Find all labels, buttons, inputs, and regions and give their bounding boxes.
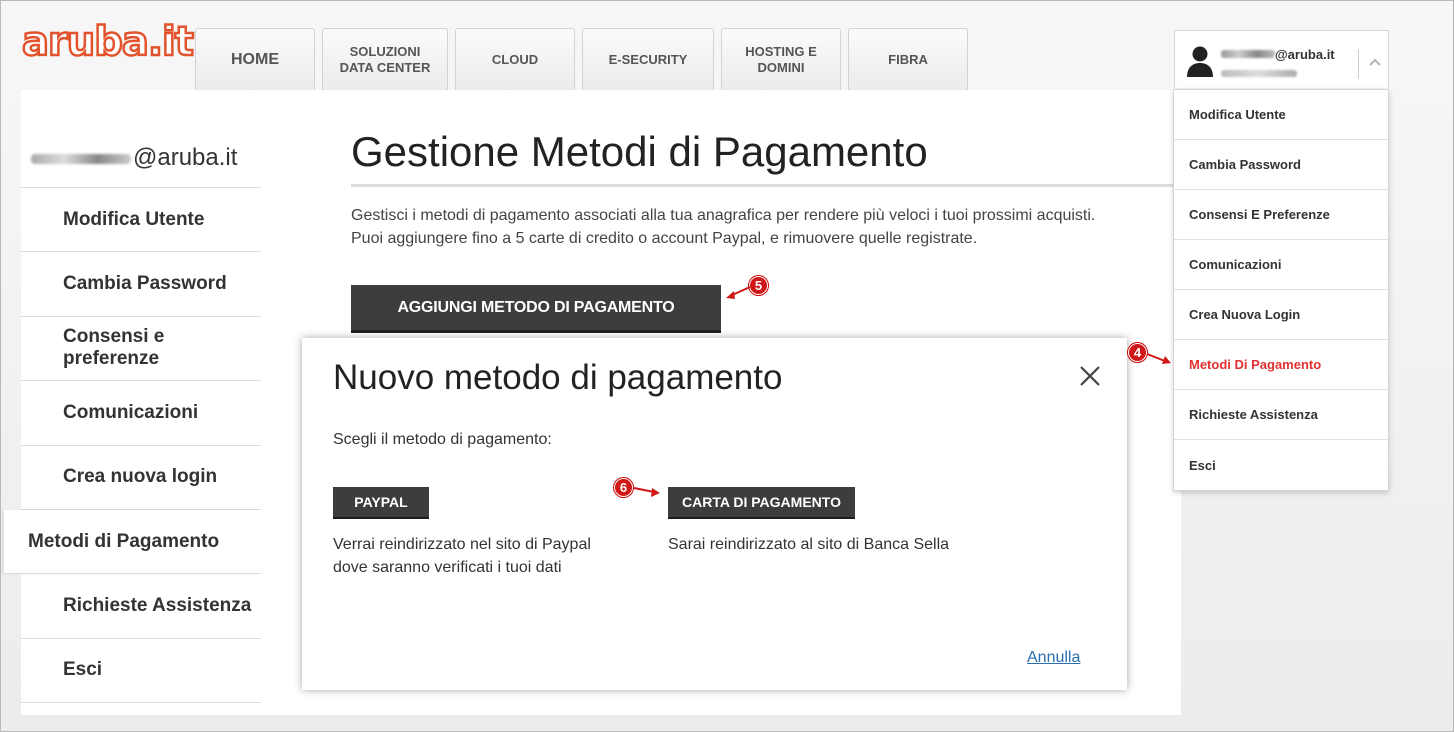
cancel-link[interactable]: Annulla <box>1027 649 1081 666</box>
page-title: Gestione Metodi di Pagamento <box>351 128 928 175</box>
tab-hosting-e-domini[interactable]: HOSTING E DOMINI <box>721 28 841 90</box>
sidebar-menu <box>21 187 261 703</box>
sidebar-item-crea-nuova-login[interactable]: Crea nuova login <box>21 446 261 510</box>
new-payment-method-modal <box>302 338 1127 690</box>
callout-6: 6 <box>614 478 633 497</box>
sidebar-item-comunicazioni[interactable]: Comunicazioni <box>21 381 261 445</box>
tab-soluzioni-data-center[interactable]: SOLUZIONI DATA CENTER <box>322 28 448 90</box>
callout-4-arrow-icon <box>1145 350 1173 366</box>
user-id-redacted <box>1221 70 1297 77</box>
intro-line-1: Gestisci i metodi di pagamento associati alla tua anagrafica per rendere più veloci i tuoi prossimi acquisti. <box>351 207 1096 224</box>
tab-cloud[interactable]: CLOUD <box>455 28 575 90</box>
callout-5: 5 <box>749 276 768 295</box>
close-icon[interactable] <box>1078 364 1102 388</box>
sidebar-item-cambia-password[interactable]: Cambia Password <box>21 252 261 316</box>
top-nav <box>195 28 968 90</box>
aruba-logo[interactable]: aruba.it <box>22 19 193 65</box>
user-name-redacted <box>1221 50 1275 58</box>
sidebar-item-richieste-assistenza[interactable]: Richieste Assistenza <box>21 574 261 638</box>
sidebar-email-text: @aruba.it <box>133 144 238 171</box>
add-payment-method-button[interactable]: AGGIUNGI METODO DI PAGAMENTO <box>351 285 721 330</box>
payment-card-description: Sarai reindirizzato al sito di Banca Sella <box>668 536 950 553</box>
title-divider <box>351 184 1191 187</box>
paypal-button[interactable]: PAYPAL <box>333 487 429 517</box>
intro-line-2: Puoi aggiungere fino a 5 carte di credito o account Paypal, e rimuovere quelle registrate. <box>351 230 978 247</box>
payment-card-button[interactable]: CARTA DI PAGAMENTO <box>668 487 855 517</box>
tab-fibra[interactable]: FIBRA <box>848 28 968 90</box>
chevron-up-icon[interactable] <box>1368 57 1382 67</box>
sidebar-item-modifica-utente[interactable]: Modifica Utente <box>21 188 261 252</box>
dropdown-item-consensi[interactable]: Consensi E Preferenze <box>1174 190 1388 240</box>
paypal-description: Verrai reindirizzato nel sito di Paypal dove saranno verificati i tuoi dati <box>333 536 591 576</box>
sidebar-item-esci[interactable]: Esci <box>21 639 261 703</box>
sidebar-item-consensi[interactable]: Consensi e preferenze <box>21 317 261 381</box>
dropdown-item-modifica-utente[interactable]: Modifica Utente <box>1174 90 1388 140</box>
divider <box>1358 49 1359 79</box>
dropdown-item-cambia-password[interactable]: Cambia Password <box>1174 140 1388 190</box>
modal-title: Nuovo metodo di pagamento <box>333 358 783 397</box>
dropdown-item-comunicazioni[interactable]: Comunicazioni <box>1174 240 1388 290</box>
dropdown-item-richieste-assistenza[interactable]: Richieste Assistenza <box>1174 390 1388 440</box>
callout-6-arrow-icon <box>632 483 662 499</box>
dropdown-item-esci[interactable]: Esci <box>1189 457 1216 473</box>
tab-home[interactable]: HOME <box>195 28 315 90</box>
callout-5-arrow-icon <box>724 285 752 301</box>
intro-text <box>351 204 1131 250</box>
tab-e-security[interactable]: E-SECURITY <box>582 28 714 90</box>
callout-4: 4 <box>1128 343 1147 362</box>
user-dropdown-menu <box>1173 89 1389 491</box>
user-icon <box>1185 45 1215 77</box>
sidebar-name-redacted <box>31 154 131 164</box>
user-menu-toggle[interactable] <box>1174 30 1389 88</box>
sidebar-user-email <box>31 144 271 172</box>
dropdown-item-crea-nuova-login[interactable]: Crea Nuova Login <box>1174 290 1388 340</box>
user-email: @aruba.it <box>1275 47 1335 62</box>
modal-prompt: Scegli il metodo di pagamento: <box>333 431 552 448</box>
dropdown-item-metodi-di-pagamento[interactable]: Metodi Di Pagamento <box>1174 340 1388 390</box>
sidebar-item-metodi-di-pagamento[interactable]: Metodi di Pagamento <box>4 510 261 574</box>
